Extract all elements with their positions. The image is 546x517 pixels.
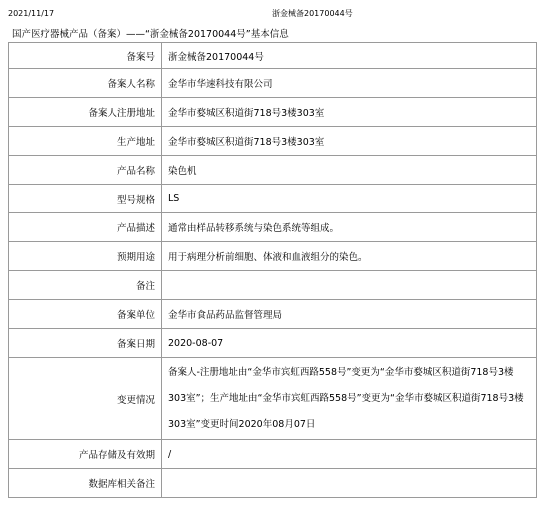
row-value-remarks	[162, 271, 537, 300]
table-row	[9, 156, 537, 185]
row-label-record-number: 备案号	[9, 43, 162, 69]
row-value-record-number: 浙金械备20170044号	[162, 43, 537, 69]
print-date: 2021/11/17	[8, 9, 55, 18]
row-label-production-address: 生产地址	[9, 127, 162, 156]
row-label-product-description: 产品描述	[9, 213, 162, 242]
row-label-storage-validity: 产品存储及有效期	[9, 440, 162, 469]
table-row	[9, 469, 537, 498]
table-row	[9, 300, 537, 329]
row-value-storage-validity: /	[162, 440, 537, 469]
row-label-intended-use: 预期用途	[9, 242, 162, 271]
table-row	[9, 98, 537, 127]
row-label-model-spec: 型号规格	[9, 185, 162, 213]
table-row	[9, 242, 537, 271]
row-label-filing-unit: 备案单位	[9, 300, 162, 329]
table-row	[9, 358, 537, 440]
row-value-registrant-name: 金华市华速科技有限公司	[162, 69, 537, 98]
table-row	[9, 185, 537, 213]
row-label-database-remarks: 数据库相关备注	[9, 469, 162, 498]
table-row	[9, 213, 537, 242]
row-value-intended-use: 用于病理分析前细胞、体液和血液组分的染色。	[162, 242, 537, 271]
row-value-product-description: 通常由样品转移系统与染色系统等组成。	[162, 213, 537, 242]
row-label-change-history: 变更情况	[9, 358, 162, 440]
table-row	[9, 43, 537, 69]
row-value-model-spec: LS	[162, 185, 537, 213]
row-value-filing-date: 2020-08-07	[162, 329, 537, 358]
document-title: 国产医疗器械产品（备案）——“浙金械备20170044号”基本信息	[12, 29, 289, 40]
row-value-product-name: 染色机	[162, 156, 537, 185]
table-row	[9, 440, 537, 469]
row-label-filing-date: 备案日期	[9, 329, 162, 358]
row-value-database-remarks	[162, 469, 537, 498]
row-label-remarks: 备注	[9, 271, 162, 300]
print-header-record-number: 浙金械备20170044号	[272, 9, 353, 18]
table-row	[9, 127, 537, 156]
table-row	[9, 271, 537, 300]
row-value-registrant-address: 金华市婺城区积道街718号3楼303室	[162, 98, 537, 127]
row-label-registrant-address: 备案人注册地址	[9, 98, 162, 127]
table-row	[9, 329, 537, 358]
row-value-change-history: 备案人-注册地址由“金华市宾虹西路558号”变更为“金华市婺城区积道街718号3楼303室”；生产地址由“金华市宾虹西路558号”变更为“金华市婺城区积道街718号3楼303室”变更时间2020年08月07日	[162, 358, 537, 440]
row-value-filing-unit: 金华市食品药品监督管理局	[162, 300, 537, 329]
table-row	[9, 69, 537, 98]
row-label-registrant-name: 备案人名称	[9, 69, 162, 98]
row-value-production-address: 金华市婺城区积道街718号3楼303室	[162, 127, 537, 156]
record-details-table	[8, 42, 537, 498]
row-label-product-name: 产品名称	[9, 156, 162, 185]
